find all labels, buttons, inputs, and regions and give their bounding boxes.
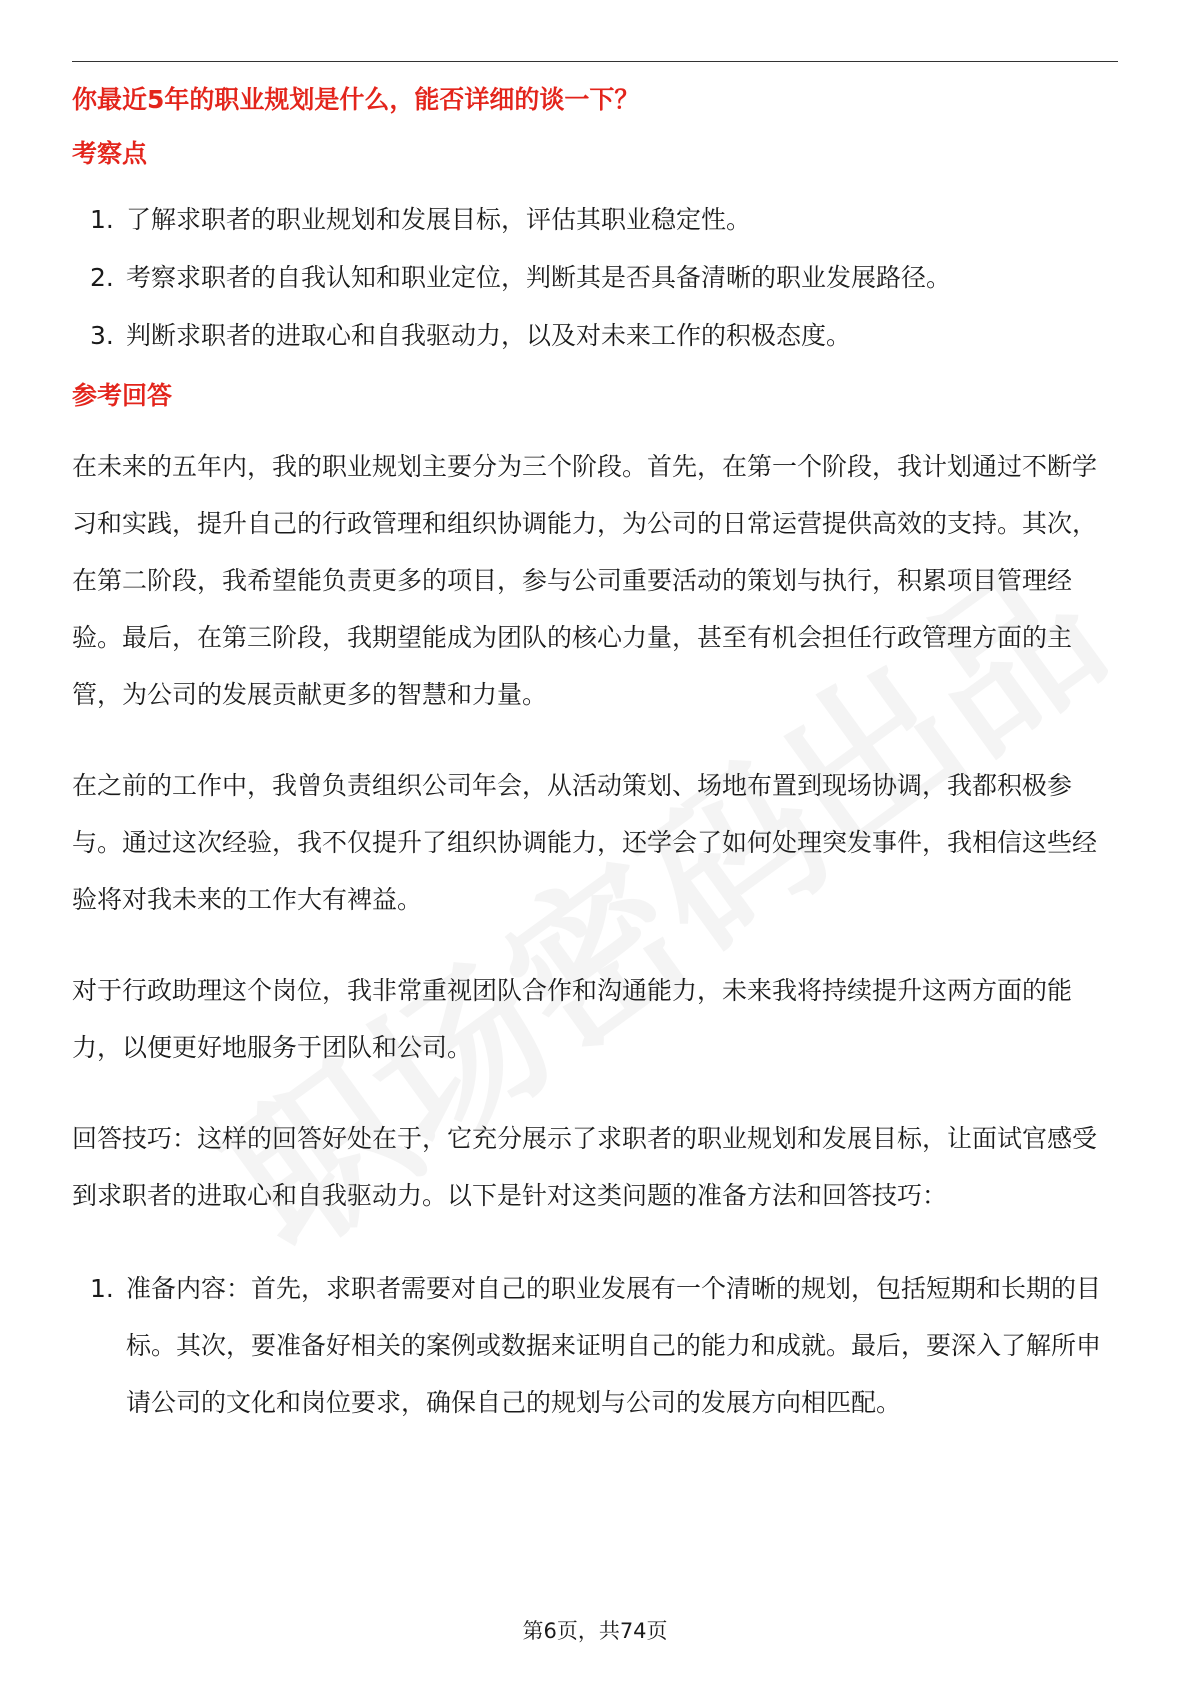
points-list bbox=[72, 202, 1120, 354]
list-item bbox=[72, 260, 1120, 296]
tips-list bbox=[72, 1260, 1120, 1431]
page-content bbox=[72, 82, 1120, 1431]
header-rule bbox=[72, 61, 1118, 62]
answer-heading: 参考回答 bbox=[72, 381, 173, 410]
list-item bbox=[72, 1260, 1120, 1431]
tips-intro-paragraph: 回答技巧：这样的回答好处在于，它充分展示了求职者的职业规划和发展目标，让面试官感受到求职者的进取心和自我驱动力。以下是针对这类问题的准备方法和回答技巧： bbox=[72, 1124, 1098, 1210]
list-item bbox=[72, 318, 1120, 354]
page-number: 第6页，共74页 bbox=[522, 1619, 668, 1643]
list-item-text: 考察求职者的自我认知和职业定位，判断其是否具备清晰的职业发展路径。 bbox=[126, 263, 952, 292]
points-heading: 考察点 bbox=[72, 139, 148, 168]
list-item-number: 3. bbox=[90, 321, 114, 350]
answer-paragraph: 在未来的五年内，我的职业规划主要分为三个阶段。首先，在第一个阶段，我计划通过不断学习和实践，提升自己的行政管理和组织协调能力，为公司的日常运营提供高效的支持。其次，在第二阶段，我希望能负责更多的项目，参与公司重要活动的策划与执行，积累项目管理经验。最后，在第三阶段，我期望能成为团队的核心力量，甚至有机会担任行政管理方面的主管，为公司的发展贡献更多的智慧和力量。 bbox=[72, 452, 1098, 709]
list-item-text: 准备内容：首先，求职者需要对自己的职业发展有一个清晰的规划，包括短期和长期的目标。其次，要准备好相关的案例或数据来证明自己的能力和成就。最后，要深入了解所申请公司的文化和岗位要求，确保自己的规划与公司的发展方向相匹配。 bbox=[126, 1274, 1102, 1417]
list-item-number: 1. bbox=[90, 205, 114, 234]
answer-paragraph: 在之前的工作中，我曾负责组织公司年会，从活动策划、场地布置到现场协调，我都积极参与。通过这次经验，我不仅提升了组织协调能力，还学会了如何处理突发事件，我相信这些经验将对我未来的工作大有裨益。 bbox=[72, 771, 1098, 914]
question-title: 你最近5年的职业规划是什么，能否详细的谈一下？ bbox=[72, 85, 640, 114]
list-item-number: 1. bbox=[90, 1274, 114, 1303]
list-item-text: 了解求职者的职业规划和发展目标，评估其职业稳定性。 bbox=[126, 205, 752, 234]
list-item-number: 2. bbox=[90, 263, 114, 292]
list-item bbox=[72, 202, 1120, 238]
list-item-text: 判断求职者的进取心和自我驱动力，以及对未来工作的积极态度。 bbox=[126, 321, 852, 350]
answer-paragraph: 对于行政助理这个岗位，我非常重视团队合作和沟通能力，未来我将持续提升这两方面的能力，以便更好地服务于团队和公司。 bbox=[72, 976, 1073, 1062]
